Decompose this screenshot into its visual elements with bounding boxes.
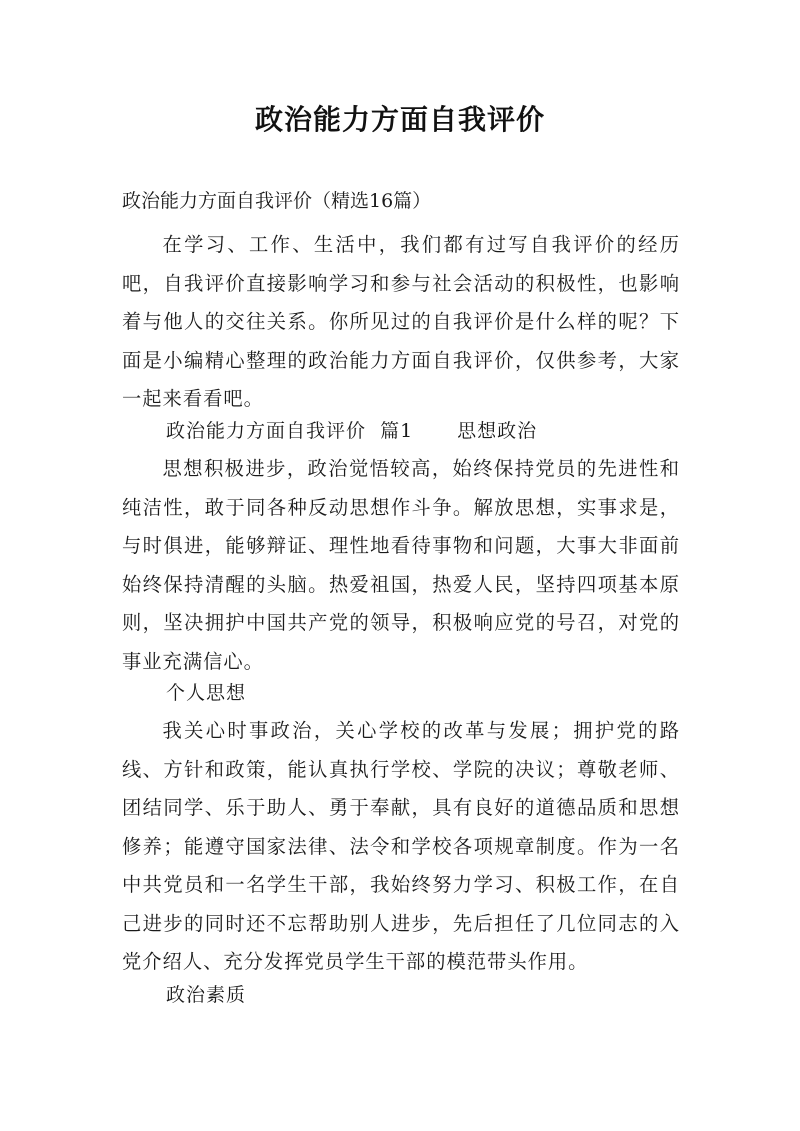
section-1-paragraph: 思想积极进步，政治觉悟较高，始终保持党员的先进性和纯洁性，敢于同各种反动思想作斗争。解放思想，实事求是，与时俱进，能够辩证、理性地看待事物和问题，大事大非面前始终保持清醒的头脑。热爱祖国，热爱人民，坚持四项基本原则，坚决拥护中国共产党的领导，积极响应党的号召，对党的事业充满信心。 [122,457,680,673]
section-1-heading-line [166,418,537,444]
section-2-heading: 个人思想 [166,682,247,704]
section-3-heading: 政治素质 [166,984,247,1006]
section-2-paragraph: 我关心时事政治，关心学校的改革与发展；拥护党的路线、方针和政策，能认真执行学校、学院的决议；尊敬老师、团结同学、乐于助人、勇于奉献，具有良好的道德品质和思想修养；能遵守国家法律、法令和学校各项规章制度。作为一名中共党员和一名学生干部，我始终努力学习、积极工作，在自己进步的同时还不忘帮助别人进步，先后担任了几位同志的入党介绍人、充分发挥党员学生干部的模范带头作用。 [122,719,680,973]
section-1-subheading: 思想政治 [457,420,538,442]
document-title: 政治能力方面自我评价 [254,103,545,136]
intro-paragraph: 在学习、工作、生活中，我们都有过写自我评价的经历吧，自我评价直接影响学习和参与社会活动的积极性，也影响着与他人的交往关系。你所见过的自我评价是什么样的呢？下面是小编精心整理的政治能力方面自我评价，仅供参考，大家一起来看看吧。 [122,233,680,410]
document-subtitle: 政治能力方面自我评价（精选16篇） [122,190,432,212]
section-1-heading: 政治能力方面自我评价 篇1 [166,420,414,442]
